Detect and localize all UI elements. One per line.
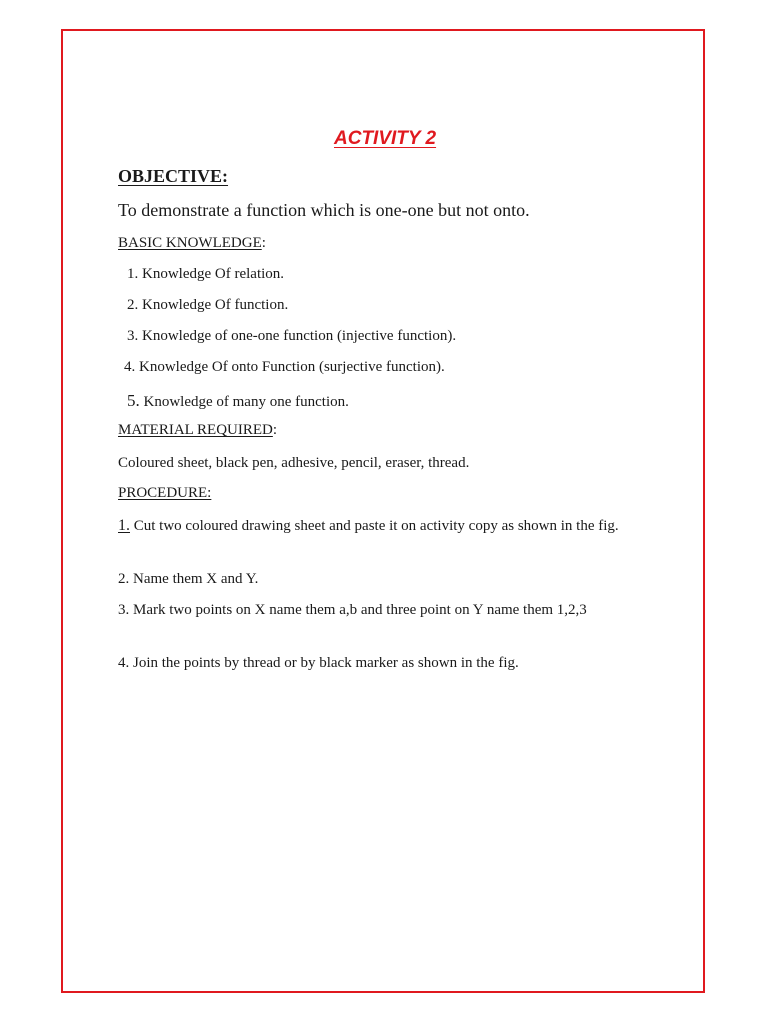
material-required-colon: : [272, 422, 278, 438]
basic-knowledge-colon: : [261, 235, 266, 251]
knowledge-item-5-number: 5. [127, 391, 140, 410]
knowledge-item-1: 1. Knowledge Of relation. [127, 266, 285, 282]
objective-text: To demonstrate a function which is one-one but not onto. [118, 200, 530, 220]
procedure-heading-label: PROCEDURE: [118, 485, 212, 501]
knowledge-item-4: 4. Knowledge Of onto Function (surjective function). [124, 359, 445, 375]
procedure-step-1 [118, 515, 658, 537]
objective-heading: OBJECTIVE: [118, 166, 229, 186]
procedure-heading [118, 485, 211, 502]
activity-title: ACTIVITY 2 [334, 128, 437, 149]
basic-knowledge-heading-label: BASIC KNOWLEDGE [118, 235, 262, 251]
knowledge-item-3: 3. Knowledge of one-one function (injective function). [127, 328, 457, 344]
procedure-step-4: 4. Join the points by thread or by black marker as shown in the fig. [118, 655, 519, 671]
procedure-step-1-number: 1. [118, 517, 130, 534]
procedure-step-3: 3. Mark two points on X name them a,b and three point on Y name them 1,2,3 [118, 602, 587, 618]
knowledge-item-2: 2. Knowledge Of function. [127, 297, 289, 313]
basic-knowledge-heading [118, 235, 266, 252]
material-required-text: Coloured sheet, black pen, adhesive, pencil, eraser, thread. [118, 455, 470, 471]
procedure-step-1-text: Cut two coloured drawing sheet and paste it on activity copy as shown in the fig. [130, 518, 619, 534]
material-required-heading-label: MATERIAL REQUIRED [118, 422, 273, 438]
procedure-step-2: 2. Name them X and Y. [118, 571, 259, 587]
knowledge-item-5 [127, 391, 349, 411]
material-required-heading [118, 422, 277, 439]
knowledge-item-5-text: Knowledge of many one function. [143, 394, 349, 410]
